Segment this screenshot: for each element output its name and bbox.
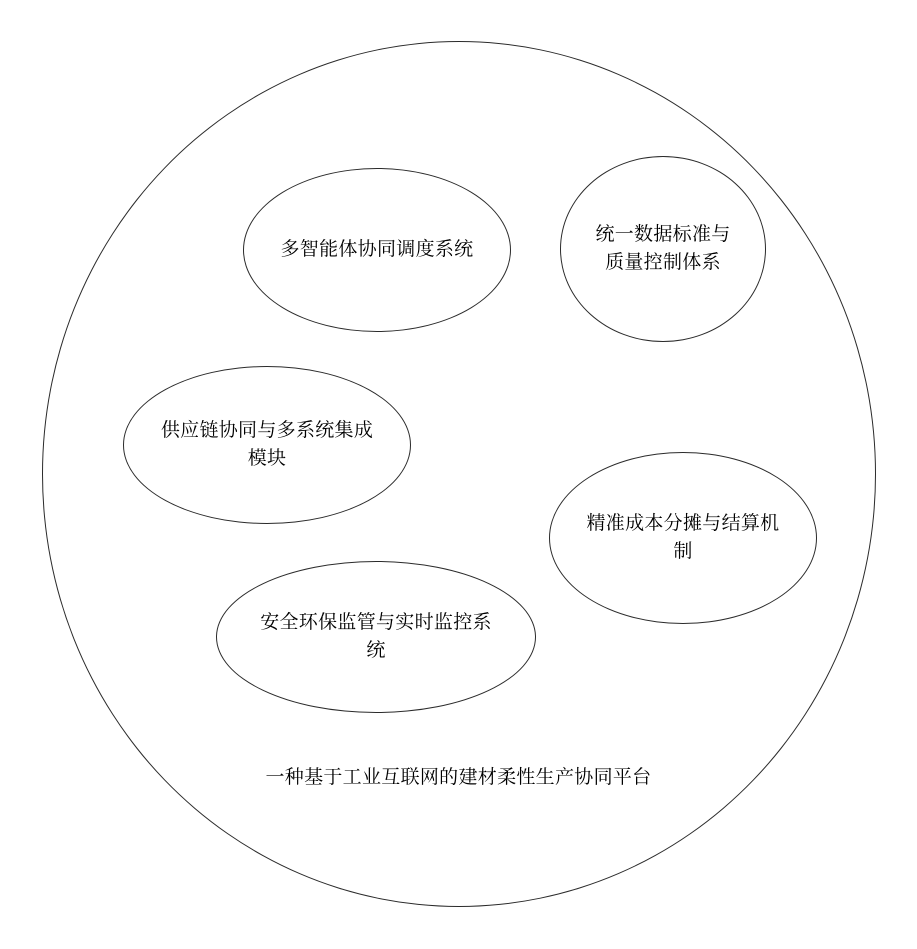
node-safety-environment-monitoring-label: 安全环保监管与实时监控系 统 <box>260 612 492 661</box>
outer-platform-label: 一种基于工业互联网的建材柔性生产协同平台 <box>265 767 652 788</box>
node-multi-agent-scheduling-label: 多智能体协同调度系统 <box>280 239 474 260</box>
node-data-standard-quality-label: 统一数据标准与 质量控制体系 <box>595 224 731 273</box>
node-cost-allocation-settlement-label: 精准成本分摊与结算机 制 <box>586 513 780 562</box>
node-supply-chain-integration-label: 供应链协同与多系统集成 模块 <box>160 420 374 469</box>
